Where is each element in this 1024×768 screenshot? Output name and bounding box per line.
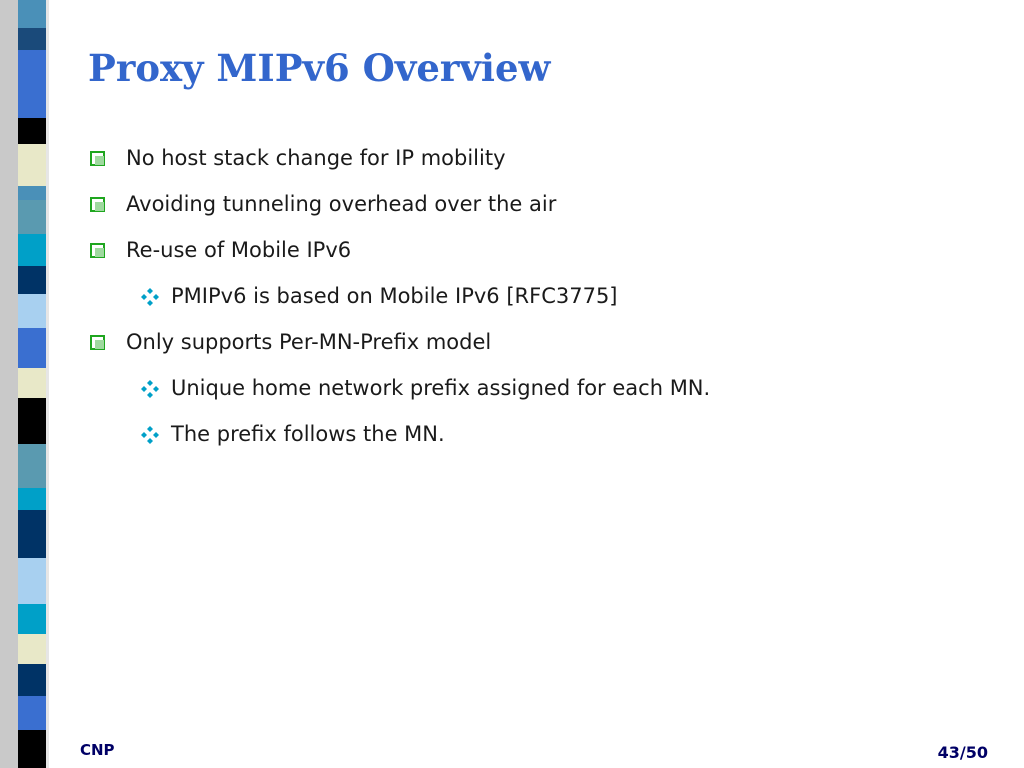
stripe-block: [18, 488, 46, 510]
stripe-block: [18, 84, 46, 118]
bullet-item: [88, 234, 710, 280]
stripe-block: [18, 398, 46, 444]
bullet-text: The prefix follows the MN.: [171, 422, 445, 446]
sub-bullet-item: [88, 372, 710, 418]
stripe-block: [18, 368, 46, 398]
stripe-block: [18, 294, 46, 328]
square-bullet-icon: [90, 335, 105, 350]
stripe-block: [18, 0, 46, 28]
bullet-text: Avoiding tunneling overhead over the air: [126, 192, 557, 216]
sub-bullet-item: [88, 418, 710, 464]
stripe-block: [18, 50, 46, 84]
stripe-outer-band: [0, 0, 18, 768]
bullet-list: [88, 142, 710, 464]
bullet-item: [88, 188, 710, 234]
diamond-bullet-icon: [140, 425, 160, 445]
stripe-block: [18, 604, 46, 634]
sub-bullet-item: [88, 280, 710, 326]
footer-label: CNP: [80, 741, 115, 759]
stripe-edge: [46, 0, 49, 768]
square-bullet-icon: [90, 243, 105, 258]
stripe-block: [18, 634, 46, 664]
stripe-block: [18, 28, 46, 50]
bullet-text: PMIPv6 is based on Mobile IPv6 [RFC3775]: [171, 284, 618, 308]
bullet-item: [88, 142, 710, 188]
stripe-block: [18, 144, 46, 186]
stripe-block: [18, 118, 46, 144]
stripe-block: [18, 266, 46, 294]
stripe-block: [18, 200, 46, 234]
stripe-block: [18, 664, 46, 696]
bullet-text: Re-use of Mobile IPv6: [126, 238, 352, 262]
bullet-text: No host stack change for IP mobility: [126, 146, 506, 170]
bullet-item: [88, 326, 710, 372]
decorative-side-stripe: [0, 0, 58, 768]
stripe-block: [18, 444, 46, 488]
stripe-block: [18, 186, 46, 200]
page-number: 43/50: [937, 743, 988, 762]
stripe-color-blocks: [18, 0, 46, 768]
stripe-block: [18, 696, 46, 730]
slide-title: Proxy MIPv6 Overview: [88, 46, 551, 90]
square-bullet-icon: [90, 151, 105, 166]
diamond-bullet-icon: [140, 287, 160, 307]
stripe-block: [18, 328, 46, 368]
bullet-text: Only supports Per-MN-Prefix model: [126, 330, 492, 354]
stripe-block: [18, 558, 46, 604]
diamond-bullet-icon: [140, 379, 160, 399]
stripe-block: [18, 510, 46, 558]
stripe-block: [18, 730, 46, 768]
square-bullet-icon: [90, 197, 105, 212]
bullet-text: Unique home network prefix assigned for each MN.: [171, 376, 711, 400]
stripe-block: [18, 234, 46, 266]
